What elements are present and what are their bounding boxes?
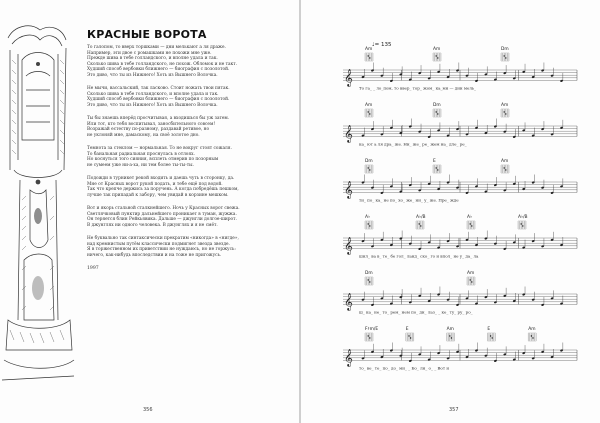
etching-illustration <box>0 20 76 400</box>
poem-line: Мне от Красных ворот рукой подать, и тебе ещё под водой. <box>87 181 223 187</box>
chord-symbol: Am <box>501 159 509 164</box>
chord-diagram-dot <box>410 337 411 338</box>
stanza <box>87 86 292 108</box>
poem-line: Ты бы знаешь вперёд просчитывая, а входишься бы уж затем. <box>87 116 230 122</box>
sheet-music <box>301 0 600 423</box>
treble-clef: 𝄞 <box>344 180 353 199</box>
stanza <box>87 146 292 168</box>
chord-diagram-dot <box>437 57 438 58</box>
chord-diagram-dot <box>451 337 452 338</box>
poem-line: Вот и якорь стальной сталкнейшего. Ночь у Красных ворот свежа. <box>87 206 240 212</box>
chord-diagram-dot <box>521 223 522 224</box>
poem-line: Это диво, что ты из Нижнего! Хоть из Вышнего Волочка. <box>87 102 218 108</box>
chord-diagram-dot <box>471 225 472 226</box>
chord-symbol: Am <box>365 103 373 108</box>
poem-line: В джунглях ни одного человека. В джунглях и я не смёт. <box>87 222 218 228</box>
right-page <box>301 0 600 423</box>
lyrics-line: ш_ ка_ не_ то_ рем_ нем по_ ди_ лаз_ _ ке_ ту_ ру_ ро_ <box>359 309 473 315</box>
chord-diagram-dot <box>449 335 450 336</box>
chord-diagram-dot <box>436 111 437 112</box>
chord-symbol: Am <box>446 327 454 332</box>
poem-line: Худший способ вербовки ближнего — биография с позолотой. <box>87 67 230 73</box>
chord-symbol: A♭/B <box>416 215 426 220</box>
poem-line: Возражай естеству по-разному, раздавай ретивое, но <box>87 127 210 133</box>
stanza <box>87 236 292 258</box>
poem-title: КРАСНЫЕ ВОРОТА <box>87 28 207 41</box>
lyrics-line: ти_ по_ ка_ не по_ хо_ же_ ни_ у_ же. Пре_ жде <box>359 197 459 203</box>
chord-diagram-dot <box>368 223 369 224</box>
chord-diagram-dot <box>419 223 420 224</box>
poem-line: Худший способ вербовки ближнего — биография с позолотой. <box>87 97 230 103</box>
poem-line: Так что крепче держись за поручень. А когда побредёшь пешком, <box>87 187 239 193</box>
treble-clef: 𝄞 <box>344 348 353 367</box>
stanza <box>87 176 292 198</box>
lyrics-line: То га_ _ ло_пом, то ввер_ тор_ жом_ ка_ми — дни мель_ <box>359 85 477 91</box>
page-number-left: 356 <box>143 407 153 413</box>
chord-diagram-dot <box>369 169 370 170</box>
chord-diagram-dot <box>369 281 370 282</box>
chord-diagram-dot <box>368 111 369 112</box>
poem-line: Я в торжественном их приветствии не нуждаюсь, но не горжусь: <box>87 247 236 253</box>
poem-line: Или тот, кто тебя воспитывал, заносбительного совсем! <box>87 121 216 127</box>
chord-diagram-dot <box>369 57 370 58</box>
chord-symbol: Am <box>467 271 475 276</box>
tempo-marking: ♩= 135 <box>372 42 392 48</box>
chord-diagram-dot <box>436 55 437 56</box>
chord-diagram-dot <box>436 167 437 168</box>
chord-diagram-dot <box>492 337 493 338</box>
poem-line: Не мычи, вассальский, так ласково. Стоит ножать твои пятак. <box>87 86 230 92</box>
stanza <box>87 116 292 138</box>
chord-diagram-dot <box>368 167 369 168</box>
treble-clef: 𝄞 <box>344 68 353 87</box>
chord-diagram-dot <box>504 167 505 168</box>
chord-symbol: Am <box>501 103 509 108</box>
treble-clef: 𝄞 <box>344 124 353 143</box>
poem-line: ничего, как-нибудь впоследствии и на тоже не пригожусь. <box>87 252 222 258</box>
chord-diagram-dot <box>532 337 533 338</box>
chord-diagram-dot <box>504 111 505 112</box>
poem-line: Но коснуться того сияния, всплеть отмерив по позорным <box>87 157 219 163</box>
chord-symbol: E <box>487 327 491 332</box>
poem-line: Сколько шива в тебе голландского, не похож. Обломок и не такт. <box>87 61 237 67</box>
chord-diagram-dot <box>531 335 532 336</box>
poem-line: Светлячковый пунктир дальнейшего проникает в туман, жужжа. <box>87 211 237 217</box>
chord-diagram-dot <box>369 337 370 338</box>
chord-diagram-dot <box>420 225 421 226</box>
chord-symbol: Dm <box>365 271 373 276</box>
lyrics-line: ка_ ют а ля дра_ же. Ни_ же_ ре_ жем на_ дле_ ре_ <box>359 141 467 147</box>
poem-line: Например, эти двое с ромашками не похожи мне уже. <box>87 50 212 56</box>
chord-diagram-dot <box>504 55 505 56</box>
chord-symbol: F♯m/E <box>365 327 379 332</box>
poem-text <box>87 45 292 271</box>
chord-diagram-dot <box>368 55 369 56</box>
poem-line: Он теряется блин Рейкьявика. Дальше — джунгли долгое-широт. <box>87 217 237 223</box>
chord-symbol: A♭/B <box>518 215 528 220</box>
chord-symbol: Am <box>528 327 536 332</box>
chord-symbol: A♭ <box>365 215 371 220</box>
poem-line: Не буквально так синтаксически прекратим «никогда» в «нигде», <box>87 236 239 241</box>
stanza <box>87 45 292 79</box>
lyrics-line: шил_ ва в_ те_ бе гол_ ланд_ ско_ го и впол_ не у_ да_ ла <box>359 253 479 259</box>
poem-line: То галопом, то вверх торшками — дни мелькают а ля драже. <box>87 45 226 50</box>
page-number-right: 357 <box>449 407 459 413</box>
chord-diagram-dot <box>470 223 471 224</box>
lyrics-line: то_ ве_ те_ по_ до_ ми_ _ Бо_ ли_ о_ _ Вот и <box>359 365 449 371</box>
chord-diagram-dot <box>437 169 438 170</box>
chord-diagram-dot <box>408 335 409 336</box>
chord-symbol: E <box>405 327 409 332</box>
chord-symbol: E <box>433 159 436 164</box>
chord-symbol: Dm <box>365 159 373 164</box>
chord-symbol: Am <box>433 47 441 52</box>
chord-symbol: A♭ <box>467 215 473 220</box>
chord-diagram-dot <box>505 113 506 114</box>
left-page <box>0 0 299 423</box>
chord-diagram-dot <box>471 281 472 282</box>
poem-line: Прежде шива в тебе голландского, и вполне удала и так. <box>87 56 218 62</box>
chord-symbol: Dm <box>433 103 441 108</box>
poem-year: 1997 <box>87 265 99 271</box>
chord-diagram-dot <box>470 279 471 280</box>
poem-line: То банальная радиальная проснулась в отлоях. <box>87 151 195 157</box>
poem-line: Темнота за стеклом — нормальная. То не вокруг стоят сожаля. <box>87 146 232 152</box>
poem-line: Это диво, что ты из Нижнего! Хоть из Вышнего Волочка. <box>87 72 218 78</box>
chord-symbol: Dm <box>501 47 509 52</box>
poem-line: Подожди в турникет рекой входить и даешь чуть в сторонку, да. <box>87 176 235 182</box>
chord-diagram-dot <box>490 335 491 336</box>
poem-line: лучше так припадай к забору, чем увидай в корзине мешком. <box>87 192 229 198</box>
poem-line: не уклоняй мне, дамаскому, на своё золотое дно. <box>87 132 200 138</box>
stanza <box>87 206 292 228</box>
chord-diagram-dot <box>368 335 369 336</box>
poem-line: Сколько шива в тебе голландского, и вполне удала и так. <box>87 91 219 97</box>
chord-diagram-dot <box>522 225 523 226</box>
chord-diagram-dot <box>505 57 506 58</box>
chord-diagram-dot <box>437 113 438 114</box>
chord-diagram-dot <box>505 169 506 170</box>
treble-clef: 𝄞 <box>344 236 353 255</box>
chord-diagram-dot <box>369 113 370 114</box>
poem-line: не сумеем уже ни-а-ха, ни тем более ты-ты-ты. <box>87 162 194 168</box>
chord-diagram-dot <box>369 225 370 226</box>
chord-symbol: Am <box>365 47 373 52</box>
treble-clef: 𝄞 <box>344 292 353 311</box>
poem-line: над кремнистым путём классически подмигнет звезда звезде. <box>87 241 230 247</box>
chord-diagram-dot <box>368 279 369 280</box>
